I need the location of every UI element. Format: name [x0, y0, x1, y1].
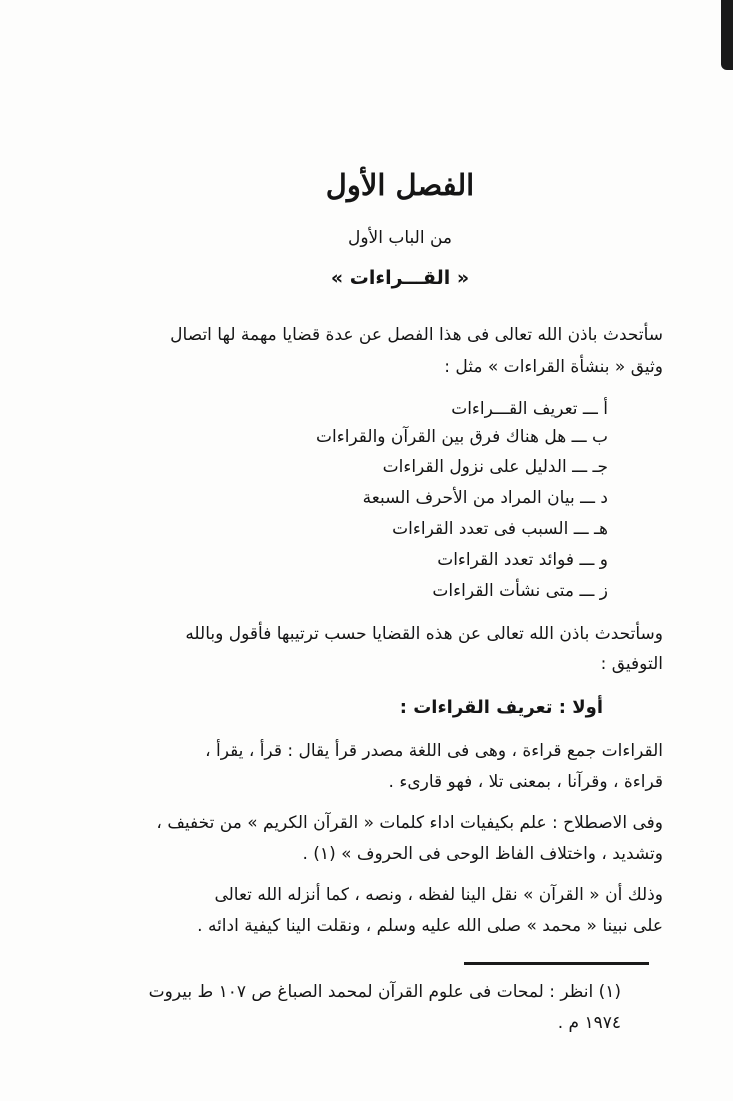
explain-line-2: على نبينا « محمد » صلى الله عليه وسلم ، ونقلت الينا كيفية ادائه . — [197, 916, 663, 936]
closing-line-1: وسأتحدث باذن الله تعالى عن هذه القضايا حسب ترتيبها فأقول وبالله — [185, 624, 663, 644]
list-item-f: و ـــ فوائد تعدد القراءات — [437, 550, 608, 570]
chapter-subtitle: من الباب الأول — [347, 228, 453, 248]
intro-line-1: سأتحدث باذن الله تعالى فى هذا الفصل عن عدة قضايا مهمة لها اتصال — [170, 325, 663, 345]
term-line-2: وتشديد ، واختلاف الفاظ الوحى فى الحروف » (١) . — [302, 844, 663, 864]
term-line-1: وفى الاصطلاح : علم بكيفيات اداء كلمات « القرآن الكريم » من تخفيف ، — [156, 813, 663, 833]
chapter-topic: « القـــراءات » — [330, 267, 470, 289]
closing-line-2: التوفيق : — [600, 654, 663, 674]
definition-line-2: قراءة ، وقرآنا ، بمعنى تلا ، فهو قارىء . — [388, 772, 663, 792]
list-item-g: ز ـــ متى نشأت القراءات — [432, 581, 608, 601]
footnote-line-2: ١٩٧٤ م . — [557, 1013, 621, 1033]
list-item-a: أ ـــ تعريف القـــراءات — [451, 399, 608, 419]
chapter-title: الفصل الأول — [325, 168, 475, 202]
list-item-e: هـ ـــ السبب فى تعدد القراءات — [392, 519, 608, 539]
definition-line-1: القراءات جمع قراءة ، وهى فى اللغة مصدر قرأ يقال : قرأ ، يقرأ ، — [205, 741, 663, 761]
list-item-c: جـ ـــ الدليل على نزول القراءات — [382, 457, 608, 477]
footnote-divider — [464, 962, 649, 965]
intro-line-2: وثيق « بنشأة القراءات » مثل : — [444, 357, 663, 377]
scan-edge-mark — [721, 0, 733, 70]
list-item-b: ب ـــ هل هناك فرق بين القرآن والقراءات — [315, 427, 608, 447]
explain-line-1: وذلك أن « القرآن » نقل الينا لفظه ، ونصه ، كما أنزله الله تعالى — [214, 885, 663, 905]
footnote-line-1: (١) انظر : لمحات فى علوم القرآن لمحمد الصباغ ص ١٠٧ ط بيروت — [148, 982, 621, 1002]
section-heading: أولا : تعريف القراءات : — [399, 697, 603, 718]
list-item-d: د ـــ بيان المراد من الأحرف السبعة — [362, 488, 608, 508]
